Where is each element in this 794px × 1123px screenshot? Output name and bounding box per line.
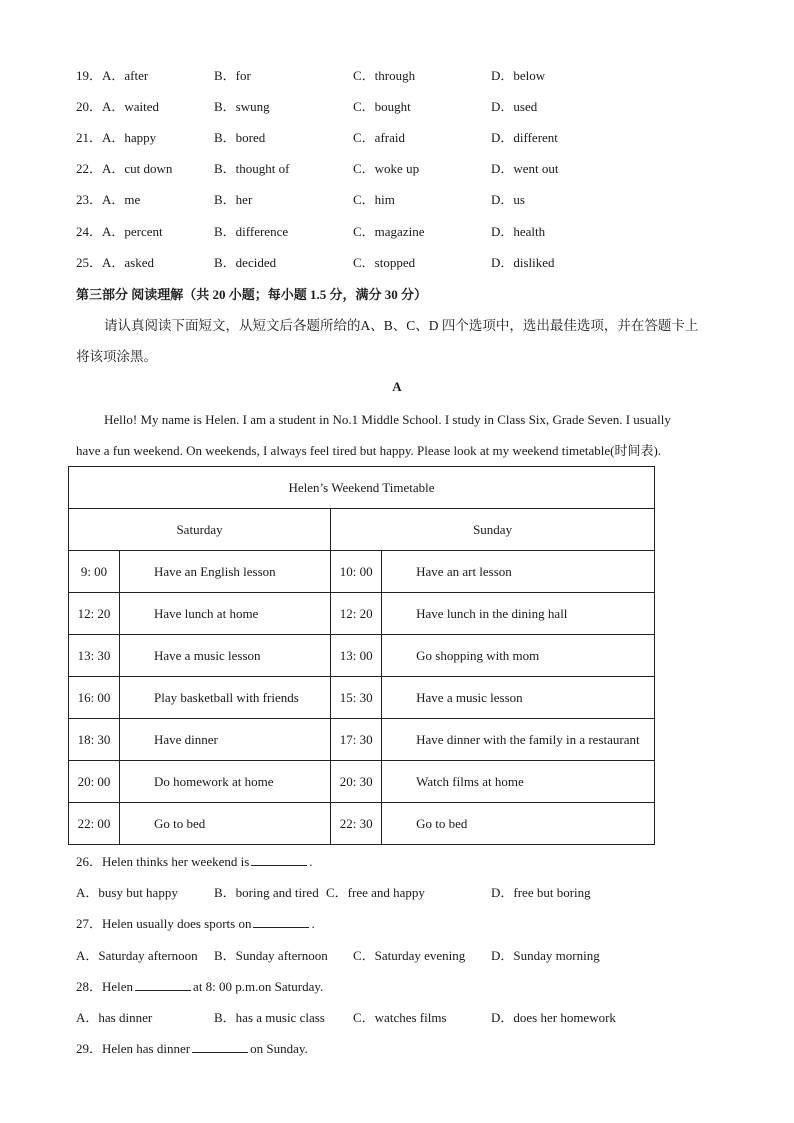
question-stem-end: at 8: 00 p.m.on Saturday. [193,979,324,994]
time-cell: 15: 30 [331,677,382,719]
question-number: 22． [76,161,103,176]
question-stem-end: . [309,854,313,869]
option-c: C．Saturday evening [353,948,466,963]
option-c: C．free and happy [326,885,425,900]
activity-cell: Have a music lesson [382,677,655,719]
activity-cell: Have an English lesson [120,551,331,593]
option-d: D．us [491,192,525,207]
option-a: A．has dinner [76,1010,153,1025]
time-cell: 10: 00 [331,551,382,593]
section-heading: 第三部分 阅读理解（共 20 小题；每小题 1.5 分，满分 30 分） [76,287,428,302]
option-c: C．woke up [353,161,420,176]
option-b: B．bored [214,130,266,145]
option-b: B．difference [214,224,289,239]
question-stem: 26．Helen thinks her weekend is [76,854,250,869]
option-d: D．free but boring [491,885,591,900]
question-29 [76,1039,308,1059]
question-28 [76,977,323,997]
activity-cell: Have an art lesson [382,551,655,593]
option-c: C．him [353,192,395,207]
option-d: D．below [491,68,546,83]
answer-blank [253,915,309,928]
answer-blank [251,853,307,866]
option-c: C．afraid [353,130,405,145]
passage-line-2: have a fun weekend. On weekends, I always feel tired but happy. Please look at my weekend timetable(时间表). [76,443,662,458]
activity-cell: Go to bed [120,803,331,845]
option-d: D．disliked [491,255,555,270]
time-cell: 18: 30 [69,719,120,761]
question-stem: 28．Helen [76,979,134,994]
time-cell: 9: 00 [69,551,120,593]
weekend-timetable [68,466,655,845]
option-b: B．Sunday afternoon [214,948,328,963]
option-a: A．cut down [102,161,173,176]
activity-cell: Have lunch at home [120,593,331,635]
table-row [69,593,655,635]
question-stem-end: on Sunday. [250,1041,308,1056]
question-number: 20． [76,99,103,114]
table-row [69,635,655,677]
option-b: B．for [214,68,251,83]
question-26 [76,852,313,872]
option-b: B．boring and tired [214,885,319,900]
question-number: 19． [76,68,103,83]
time-cell: 22: 30 [331,803,382,845]
instruction-line-1: 请认真阅读下面短文，从短文后各题所给的A、B、C、D 四个选项中，选出最佳选项，并在答题卡上 [104,318,699,333]
table-row [69,551,655,593]
option-b: B．thought of [214,161,290,176]
option-a: A．me [102,192,141,207]
instruction-line-2: 将该项涂黑。 [76,349,157,364]
question-number: 23． [76,192,103,207]
answer-blank [135,978,191,991]
option-b: B．swung [214,99,270,114]
day-saturday: Saturday [69,509,331,551]
option-a: A．Saturday afternoon [76,948,198,963]
time-cell: 20: 00 [69,761,120,803]
time-cell: 12: 20 [69,593,120,635]
option-a: A．asked [102,255,155,270]
question-stem: 27．Helen usually does sports on [76,916,252,931]
timetable-title: Helen’s Weekend Timetable [69,467,655,509]
time-cell: 16: 00 [69,677,120,719]
option-d: D．used [491,99,538,114]
answer-blank [192,1040,248,1053]
question-stem-end: . [311,916,315,931]
activity-cell: Have a music lesson [120,635,331,677]
activity-cell: Go to bed [382,803,655,845]
activity-cell: Watch films at home [382,761,655,803]
option-a: A．happy [102,130,157,145]
time-cell: 13: 00 [331,635,382,677]
table-row [69,803,655,845]
option-c: C．magazine [353,224,425,239]
table-row [69,677,655,719]
passage-line-1: Hello! My name is Helen. I am a student in No.1 Middle School. I study in Class Six, Grade Seven. I usually [104,412,671,427]
option-a: A．percent [102,224,163,239]
time-cell: 13: 30 [69,635,120,677]
activity-cell: Play basketball with friends [120,677,331,719]
option-a: A．busy but happy [76,885,178,900]
time-cell: 22: 00 [69,803,120,845]
option-d: D．Sunday morning [491,948,600,963]
option-b: B．her [214,192,253,207]
question-27 [76,914,315,934]
activity-cell: Have lunch in the dining hall [382,593,655,635]
time-cell: 20: 30 [331,761,382,803]
activity-cell: Have dinner with the family in a restaurant [382,719,655,761]
activity-cell: Go shopping with mom [382,635,655,677]
option-c: C．through [353,68,416,83]
option-c: C．bought [353,99,411,114]
question-number: 24． [76,224,103,239]
option-d: D．went out [491,161,559,176]
option-c: C．stopped [353,255,416,270]
table-row [69,761,655,803]
question-stem: 29．Helen has dinner [76,1041,191,1056]
activity-cell: Do homework at home [120,761,331,803]
activity-cell: Have dinner [120,719,331,761]
option-d: D．health [491,224,546,239]
option-d: D．does her homework [491,1010,616,1025]
time-cell: 12: 20 [331,593,382,635]
option-b: B．decided [214,255,277,270]
option-a: A．after [102,68,149,83]
table-row [69,719,655,761]
option-d: D．different [491,130,558,145]
option-b: B．has a music class [214,1010,325,1025]
time-cell: 17: 30 [331,719,382,761]
question-number: 21． [76,130,103,145]
section-label: A [392,379,402,394]
day-sunday: Sunday [331,509,655,551]
option-a: A．waited [102,99,160,114]
option-c: C．watches films [353,1010,447,1025]
question-number: 25． [76,255,103,270]
